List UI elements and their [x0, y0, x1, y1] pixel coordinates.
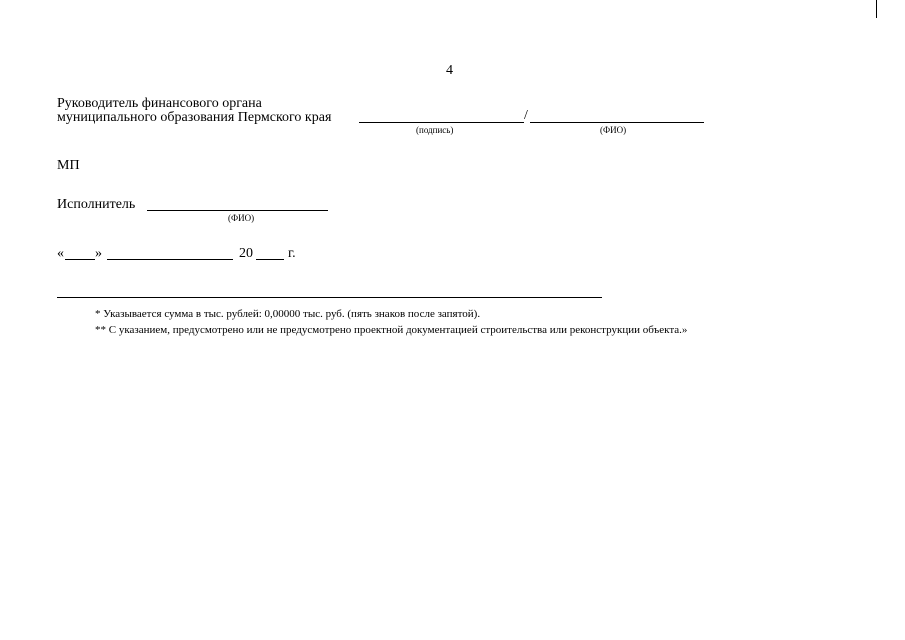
date-year-suffix: г. — [288, 246, 296, 261]
head-fio-caption: (ФИО) — [600, 125, 627, 135]
executor-fio-line — [147, 210, 328, 211]
date-month-line — [107, 259, 233, 260]
page-number: 4 — [446, 63, 453, 78]
signature-caption: (подпись) — [416, 125, 454, 135]
date-century: 20 — [239, 246, 253, 261]
signature-slash: / — [524, 108, 528, 123]
scan-edge-line — [876, 0, 877, 18]
footnote-1: * Указывается сумма в тыс. рублей: 0,00000 тыс. руб. (пять знаков после запятой). — [95, 308, 481, 320]
head-title-line1: Руководитель финансового органа — [57, 96, 262, 111]
date-close-quote: » — [95, 246, 102, 261]
footnote-separator — [57, 297, 602, 298]
date-open-quote: « — [57, 246, 64, 261]
head-title-line2: муниципального образования Пермского края — [57, 110, 332, 125]
footnote-2: ** С указанием, предусмотрено или не предусмотрено проектной документацией строительства или реконструкции объекта.» — [95, 324, 688, 336]
executor-fio-caption: (ФИО) — [228, 213, 255, 223]
date-day-line — [65, 259, 95, 260]
executor-label: Исполнитель — [57, 197, 136, 212]
head-fio-line — [530, 122, 704, 123]
date-year-line — [256, 259, 284, 260]
signature-line — [359, 122, 524, 123]
stamp-label: МП — [57, 158, 80, 173]
